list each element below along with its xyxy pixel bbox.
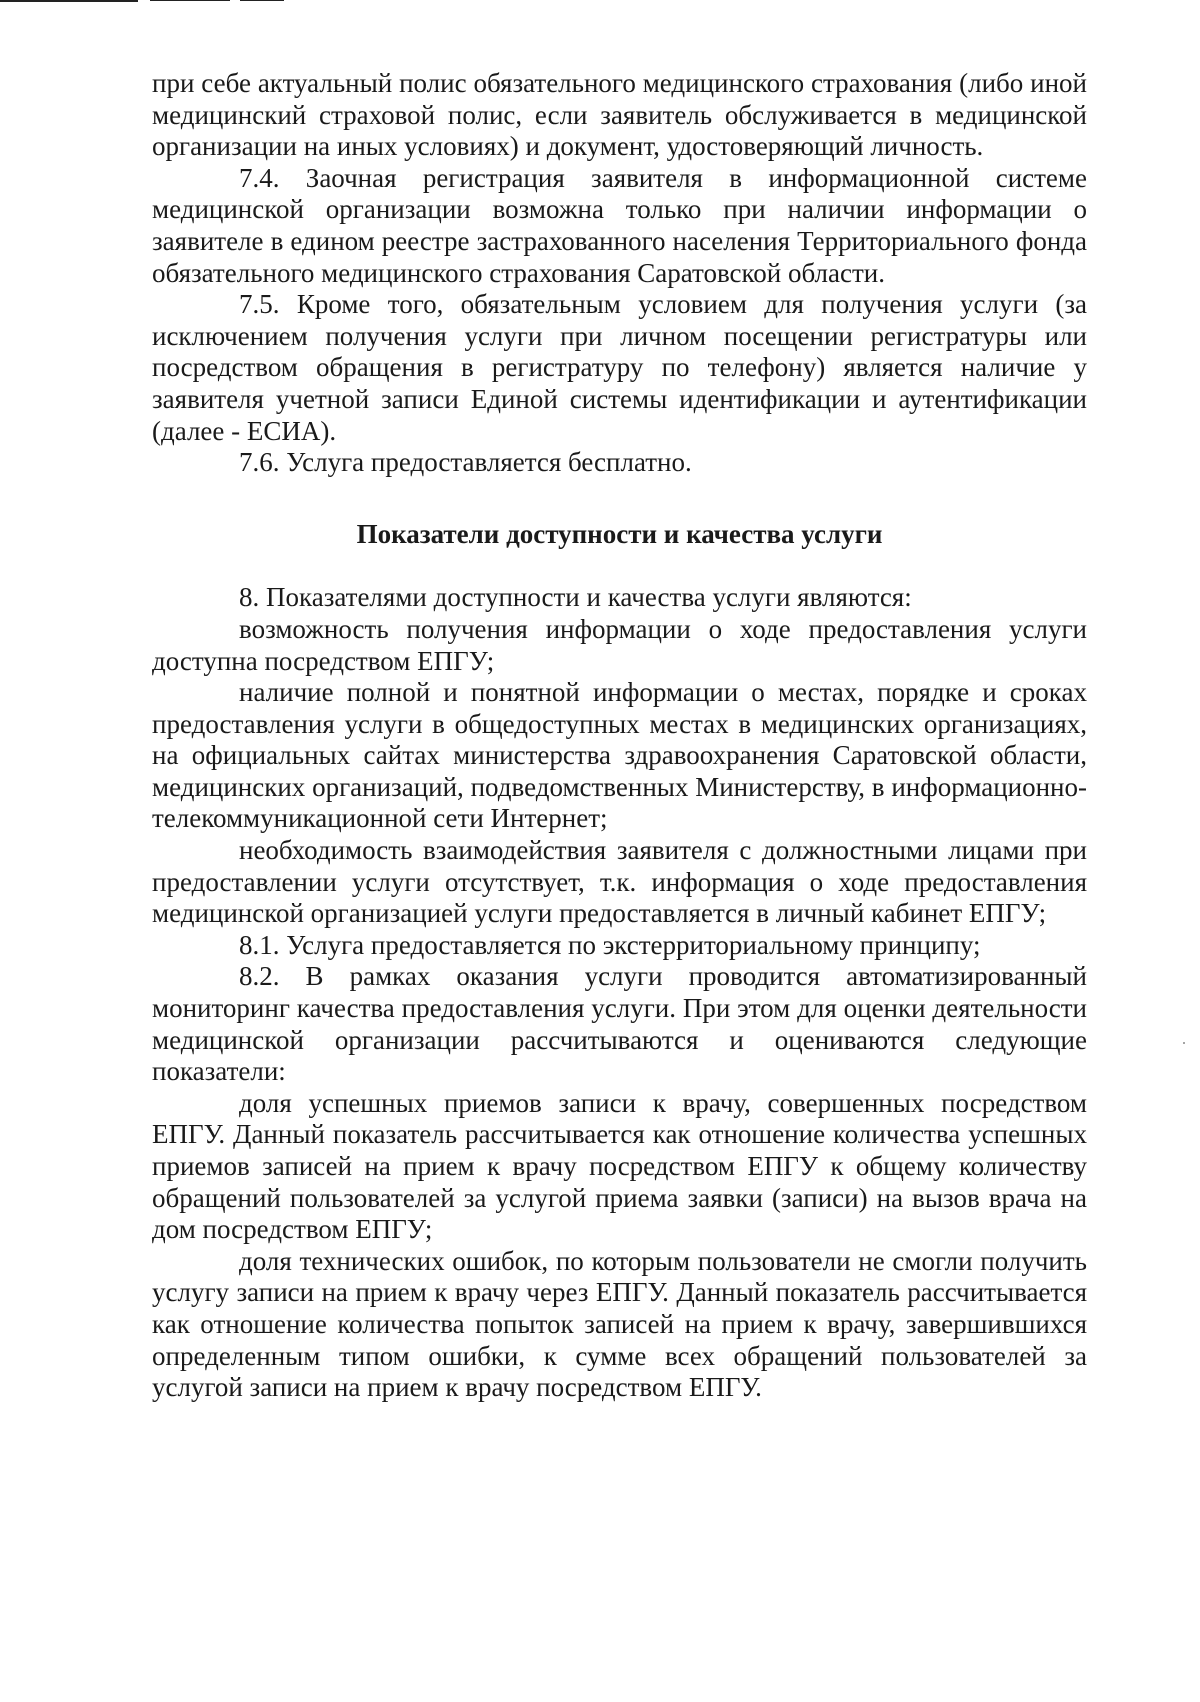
paragraph-indicator-interaction: необходимость взаимодействия заявителя с должностными лицами при предоставлении услуги отсутствует, т.к. информация о ходе предоставления медицинской организацией услуги предоставляется в личный кабинет ЕПГУ; xyxy=(152,835,1087,929)
scan-edge-marks xyxy=(0,0,300,4)
paragraph-8-2: 8.2. В рамках оказания услуги проводится автоматизированный мониторинг качества предоставления услуги. При этом для оценки деятельности медицинской организации рассчитываются и оцениваются следующие показатели: xyxy=(152,961,1087,1087)
paragraph-indicator-availability: наличие полной и понятной информации о местах, порядке и сроках предоставления услуги в общедоступных местах в медицинских организациях, на официальных сайтах министерства здравоохранения Саратовской области, медицинских организаций, подведомственных Министерству, в информационно-телекоммуникационной сети Интернет; xyxy=(152,677,1087,834)
scan-speck xyxy=(1183,1042,1185,1044)
paragraph-error-share: доля технических ошибок, по которым пользователи не смогли получить услугу записи на прием к врачу через ЕПГУ. Данный показатель рассчитывается как отношение количества попыток записей на прием к врачу, завершившихся определенным типом ошибки, к сумме всех обращений пользователей за услугой записи на прием к врачу посредством ЕПГУ. xyxy=(152,1245,1087,1403)
paragraph-success-share: доля успешных приемов записи к врачу, совершенных посредством ЕПГУ. Данный показатель рассчитывается как отношение количества успешных приемов записей на прием к врачу посредством ЕПГУ к общему количеству обращений пользователей за услугой приема заявки (записи) на вызов врача на дом посредством ЕПГУ; xyxy=(152,1087,1087,1245)
scan-mark xyxy=(150,0,230,1)
scan-mark xyxy=(0,0,138,2)
paragraph-continuation: при себе актуальный полис обязательного медицинского страхования (либо иной медицинский страховой полис, если заявитель обслуживается в медицинской организации на иных условиях) и документ, удостоверяющий личность. xyxy=(152,68,1087,162)
section-heading: Показатели доступности и качества услуги xyxy=(356,518,883,549)
paragraph-7-4: 7.4. Заочная регистрация заявителя в информационной системе медицинской организации возможна только при наличии информации о заявителе в едином реестре застрахованного населения Территориального фонда обязательного медицинского страхования Саратовской области. xyxy=(152,162,1087,288)
paragraph-8-1: 8.1. Услуга предоставляется по экстерриториальному принципу; xyxy=(239,929,981,960)
paragraph-indicator-info: возможность получения информации о ходе предоставления услуги доступна посредством ЕПГУ; xyxy=(152,613,1087,676)
paragraph-8: 8. Показателями доступности и качества услуги являются: xyxy=(239,582,912,613)
paragraph-7-6: 7.6. Услуга предоставляется бесплатно. xyxy=(239,447,692,478)
paragraph-7-5: 7.5. Кроме того, обязательным условием для получения услуги (за исключением получения услуги при личном посещении регистратуры или посредством обращения в регистратуру по телефону) является наличие у заявителя учетной записи Единой системы идентификации и аутентификации (далее - ЕСИА). xyxy=(152,289,1087,446)
document-body xyxy=(152,68,1087,1404)
scan-mark xyxy=(240,0,284,1)
